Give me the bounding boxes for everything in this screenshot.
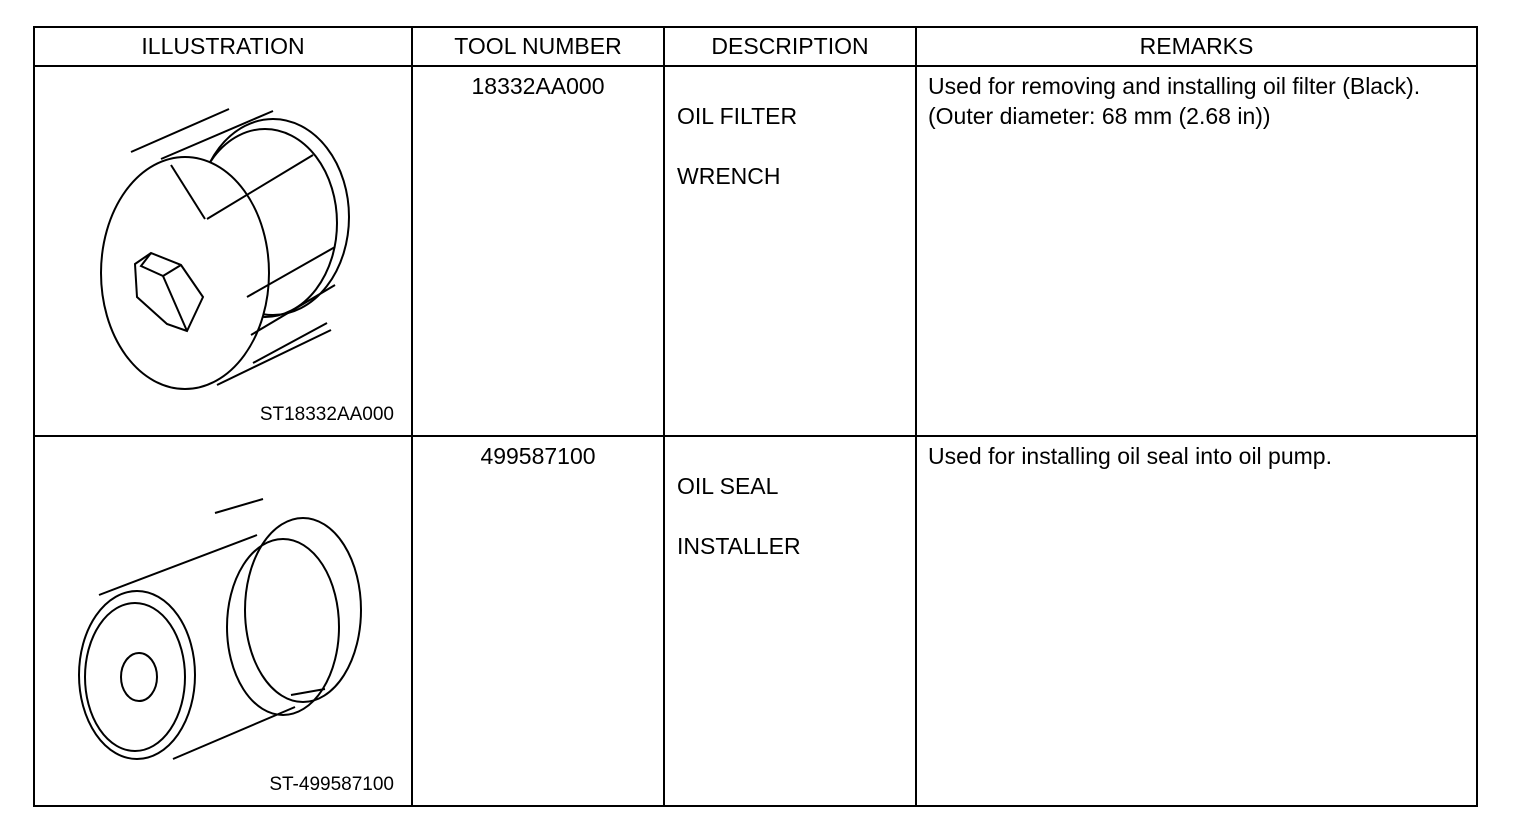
remarks [916,66,1477,436]
header-remarks: REMARKS [916,27,1477,66]
description-line: OIL FILTER [677,103,798,129]
header-tool-number: TOOL NUMBER [412,27,664,66]
description-line: INSTALLER [677,533,801,559]
remarks-line: Used for removing and installing oil filter (Black). [928,73,1421,99]
table-header-row [34,27,1477,66]
special-tools-table [33,26,1478,807]
header-description: DESCRIPTION [664,27,916,66]
description-line: WRENCH [677,163,781,189]
remarks-line: (Outer diameter: 68 mm (2.68 in)) [928,103,1271,129]
header-illustration: ILLUSTRATION [34,27,412,66]
tool-number: 499587100 [412,436,664,806]
description [664,66,916,436]
oil-filter-wrench-icon [35,67,411,431]
table-row [34,66,1477,436]
illustration-code: ST18332AA000 [259,404,394,425]
remarks-line: Used for installing oil seal into oil pump. [928,443,1332,469]
illustration-cell [34,436,412,806]
illustration-code: ST-499587100 [269,774,394,795]
tool-number: 18332AA000 [412,66,664,436]
description-line: OIL SEAL [677,473,779,499]
illustration-cell [34,66,412,436]
oil-seal-installer-icon [35,437,411,801]
description [664,436,916,806]
table-row [34,436,1477,806]
remarks [916,436,1477,806]
